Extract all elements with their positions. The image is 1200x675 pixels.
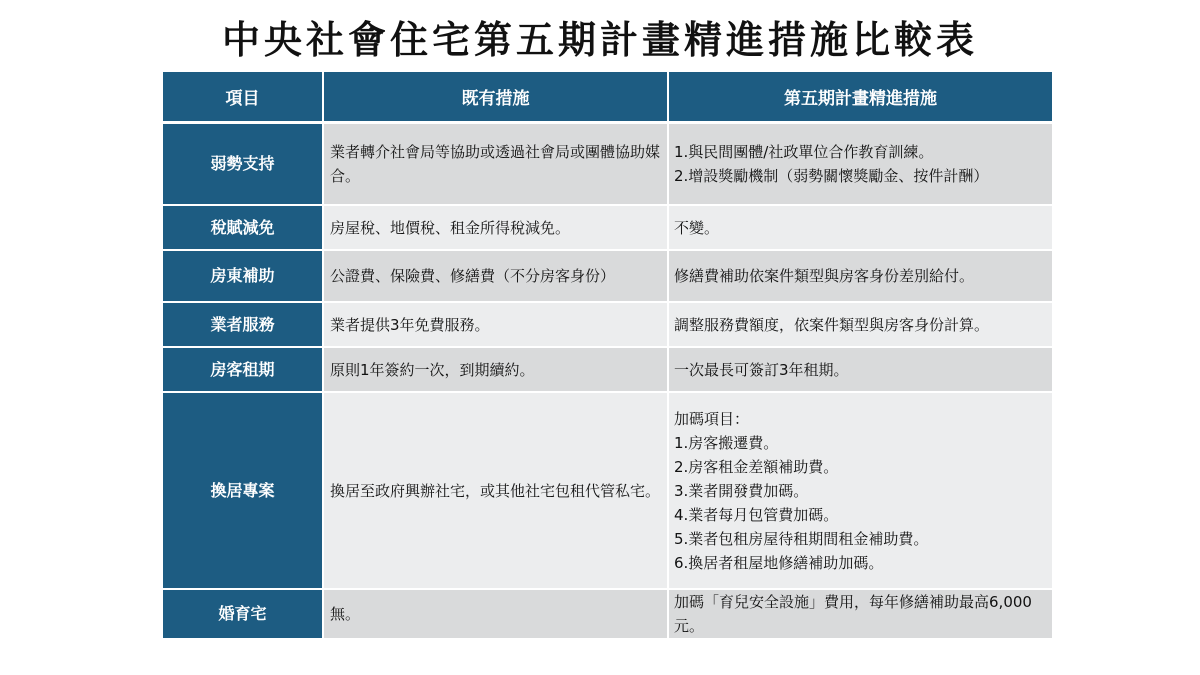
enhanced-measure-line: 2.房客租金差額補助費。: [674, 457, 839, 476]
table-row: [163, 590, 1052, 640]
existing-measure-cell: [324, 393, 669, 590]
enhanced-measure-line: 3.業者開發費加碼。: [674, 481, 809, 500]
enhanced-measure-line: 1.房客搬遷費。: [674, 433, 779, 452]
enhanced-measure-line: 4.業者每月包管費加碼。: [674, 505, 839, 524]
row-label: 房客租期: [163, 348, 324, 393]
enhanced-measure-line: 不變。: [674, 218, 720, 237]
enhanced-measure-cell: [669, 303, 1052, 348]
existing-measure-cell: [324, 303, 669, 348]
enhanced-measure-line: 1.與民間團體/社政單位合作教育訓練。: [674, 143, 934, 161]
enhanced-measure-cell: [669, 206, 1052, 251]
existing-measure-text: 公證費、保險費、修繕費（不分房客身份）: [330, 267, 616, 285]
row-label: 弱勢支持: [163, 124, 324, 206]
enhanced-measure-line: 調整服務費額度，依案件類型與房客身份計算。: [674, 315, 990, 334]
existing-measure-cell: [324, 251, 669, 303]
table-row: [163, 206, 1052, 251]
enhanced-measure-line: 6.換居者租屋地修繕補助加碼。: [674, 553, 884, 572]
enhanced-measure-line: 修繕費補助依案件類型與房客身份差別給付。: [674, 267, 975, 285]
existing-measure-cell: [324, 124, 669, 206]
existing-measure-text: 業者轉介社會局等協助或透過社會局或團體協助媒合。: [330, 143, 661, 185]
enhanced-measure-cell: [669, 124, 1052, 206]
enhanced-measure-cell: [669, 393, 1052, 590]
enhanced-measure-cell: [669, 348, 1052, 393]
row-label: 房東補助: [163, 251, 324, 303]
existing-measure-text: 業者提供3年免費服務。: [330, 315, 490, 334]
table-row: [163, 251, 1052, 303]
existing-measure-text: 原則1年簽約一次，到期續約。: [330, 360, 535, 379]
table-row: [163, 124, 1052, 206]
existing-measure-cell: [324, 206, 669, 251]
header-existing-measures: 既有措施: [324, 72, 669, 124]
enhanced-measure-text: 加碼「育兒安全設施」費用，每年修繕補助最高6,000元。: [674, 593, 1032, 635]
header-enhanced-measures: 第五期計畫精進措施: [669, 72, 1052, 124]
enhanced-measure-line: 一次最長可簽訂3年租期。: [674, 360, 849, 379]
row-label: 業者服務: [163, 303, 324, 348]
row-label: 換居專案: [163, 393, 324, 590]
table-header-row: [163, 72, 1052, 124]
page-title: 中央社會住宅第五期計畫精進措施比較表: [221, 17, 978, 62]
enhanced-measure-line: 5.業者包租房屋待租期間租金補助費。: [674, 529, 929, 548]
table-row: [163, 303, 1052, 348]
table-row: [163, 393, 1052, 590]
existing-measure-cell: [324, 590, 669, 640]
table-row: [163, 348, 1052, 393]
enhanced-measure-line: 2.增設獎勵機制（弱勢關懷獎勵金、按件計酬）: [674, 167, 989, 185]
row-label: 婚育宅: [163, 590, 324, 640]
enhanced-measure-cell: [669, 251, 1052, 303]
enhanced-measure-line: 加碼項目：: [674, 409, 750, 428]
enhanced-measure-cell: [669, 590, 1052, 640]
row-label: 稅賦減免: [163, 206, 324, 251]
existing-measure-text: 無。: [330, 605, 361, 623]
existing-measure-text: 換居至政府興辦社宅，或其他社宅包租代管私宅。: [330, 481, 661, 500]
comparison-table: [163, 72, 1052, 640]
existing-measure-cell: [324, 348, 669, 393]
header-item: 項目: [163, 72, 324, 124]
existing-measure-text: 房屋稅、地價稅、租金所得稅減免。: [330, 218, 571, 237]
